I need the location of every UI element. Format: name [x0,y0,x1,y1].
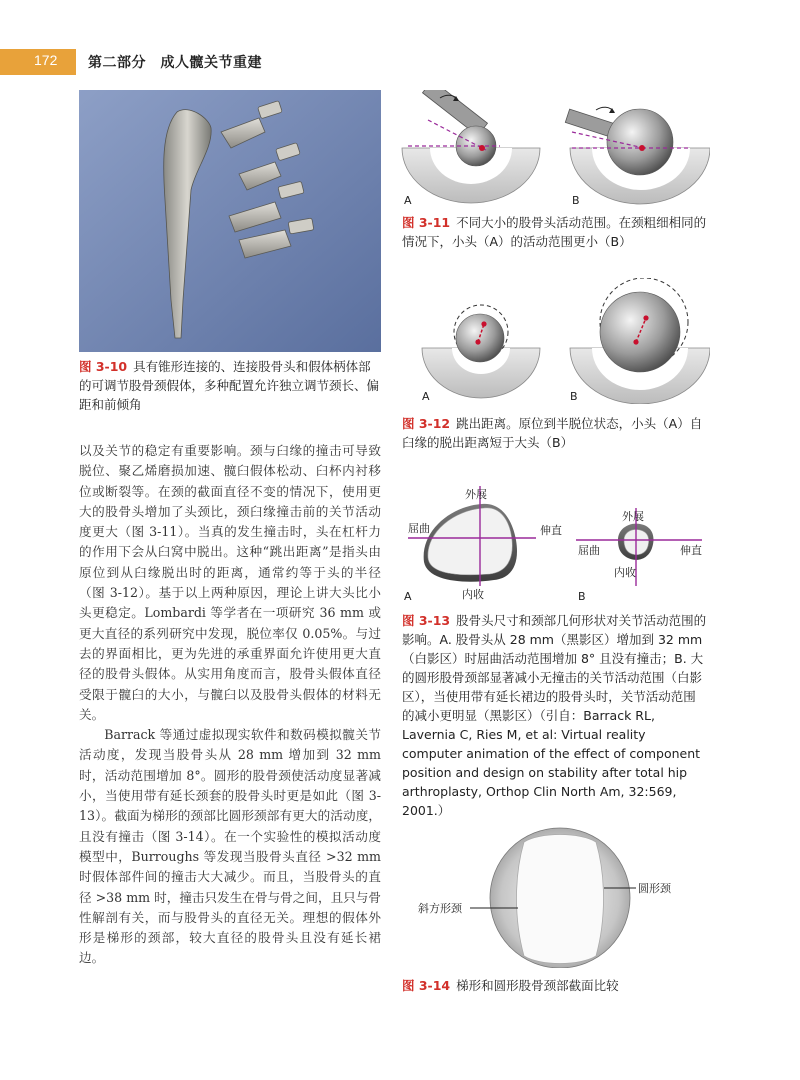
figure-3-11-panel-a [402,90,540,207]
figure-3-14-label: 图 3-14 [402,978,451,993]
figure-3-13-a-flexion: 屈曲 [408,522,430,535]
page-number: 172 [34,52,58,68]
figure-3-11-label-b: B [572,194,580,207]
figure-3-10-photo [79,90,381,352]
figure-3-14-diagram [400,826,710,968]
figure-3-14-caption [402,976,708,995]
figure-3-13-caption [402,611,708,820]
figure-3-13-label: 图 3-13 [402,613,451,628]
figure-3-11-diagram [400,90,710,210]
figure-3-12-caption [402,414,708,452]
figure-3-12-label-a: A [422,390,430,403]
figure-3-13-b-flexion: 屈曲 [578,544,600,557]
figure-3-13-b-abduction: 外展 [622,510,644,523]
figure-3-12-caption-text: 跳出距离。原位到半脱位状态，小头（A）自臼缘的脱出距离短于大头（B） [402,416,703,450]
figure-3-13-a-abduction: 外展 [465,488,487,501]
body-paragraph-2: Barrack 等通过虚拟现实软件和数码模拟髋关节活动度，发现当股骨头从 28 mm 增加到 32 mm 时，活动范围增加 8°。圆形的股骨颈使活动度显著减小，当使用带有延长颈套的股骨头时更是如此（图 3-13）。截面为梯形的颈部比圆形颈部有更大的活动度，且没有撞击（图 3-14）。在一个实验性的模拟活动度模型中，Burroughs 等发现当股骨头直径 >32 mm 时假体部件间的撞击大大减少。而且，当股骨头的直径 >38 mm 时，撞击只发生在骨与骨之间，且只与骨性解剖有关，而与股骨头的直径无关。理想的假体外形是梯形的颈部，较大直径的股骨头且没有延长裙边。 [79,727,381,966]
figure-3-11-label-a: A [404,194,412,207]
figure-3-12-panel-b [570,278,710,404]
figure-3-13-panel-b [576,508,702,602]
figure-3-12-label-b: B [570,390,578,403]
figure-3-13-panel-a [404,486,562,602]
figure-3-11-caption [402,213,708,251]
body-paragraph-1: 以及关节的稳定有重要影响。颈与臼缘的撞击可导致脱位、聚乙烯磨损加速、髋臼假体松动、臼杯内衬移位或断裂等。在颈的截面直径不变的情况下，使用更大的股骨头增加了头颈比，颈臼缘撞击前的关节活动度更大（图 3-11）。当真的发生撞击时，头在杠杆力的作用下会从臼窝中脱出。这种“跳出距离”是指头由原位到从臼缘脱出时的距离，通常约等于头的半径（图 3-12）。基于以上两种原因，理论上讲大头比小头更稳定。Lombardi 等学者在一项研究 36 mm 或更大直径的系列研究中发现，脱位率仅 0.05%。与过去的界面相比，更为先进的承重界面允许使用更大直径的股骨头假体。从实用角度而言，股骨头假体直径受限于髋臼的大小，与髋臼以及股骨头假体的材料无关。 [79,443,381,722]
figure-3-10-caption-text: 具有锥形连接的、连接股骨头和假体柄体部的可调节股骨颈假体，多种配置允许独立调节颈长、偏距和前倾角 [79,359,380,412]
figure-3-12-panel-a [422,305,540,403]
figure-3-13-label-b: B [578,590,586,602]
figure-3-13-diagram [400,482,710,602]
figure-3-11-caption-text: 不同大小的股骨头活动范围。在颈粗细相同的情况下，小头（A）的活动范围更小（B） [402,215,707,249]
figure-3-14-round-label: 圆形颈 [638,882,671,895]
figure-3-14-caption-text: 梯形和圆形股骨颈部截面比较 [456,978,619,993]
figure-3-13-b-extension: 伸直 [680,544,702,557]
figure-3-10-label: 图 3-10 [79,359,128,374]
body-text [79,441,381,969]
figure-3-10-caption [79,357,381,414]
figure-3-11-panel-b [565,107,710,207]
figure-3-13-caption-text: 股骨头尺寸和颈部几何形状对关节活动范围的影响。A. 股骨头从 28 mm（黑影区）增加到 32 mm（白影区）时屈曲活动范围增加 8° 且没有撞击；B. 大的圆形股骨颈部显著减小无撞击的关节活动范围（白影区），当使用带有延长裙边的股骨头时，关节活动范围的减小更明显（黑影区）（引自：Barrack RL, Lavernia C, Ries M, et al: Virtual reality computer animation of the effect of component position and design on stability after total hip arthroplasty, Orthop Clin North Am, 32:569, 2001.） [402,613,707,818]
section-title: 第二部分 成人髋关节重建 [88,55,262,71]
figure-3-13-label-a: A [404,590,412,602]
figure-3-13-a-extension: 伸直 [540,524,562,537]
figure-3-11-label: 图 3-11 [402,215,451,230]
figure-3-14-trapezoid-label: 斜方形颈 [418,902,462,915]
figure-3-12-label: 图 3-12 [402,416,451,431]
figure-3-12-diagram [400,278,710,404]
figure-3-13-a-adduction: 内收 [462,588,484,601]
figure-3-13-b-adduction: 内收 [614,566,636,579]
